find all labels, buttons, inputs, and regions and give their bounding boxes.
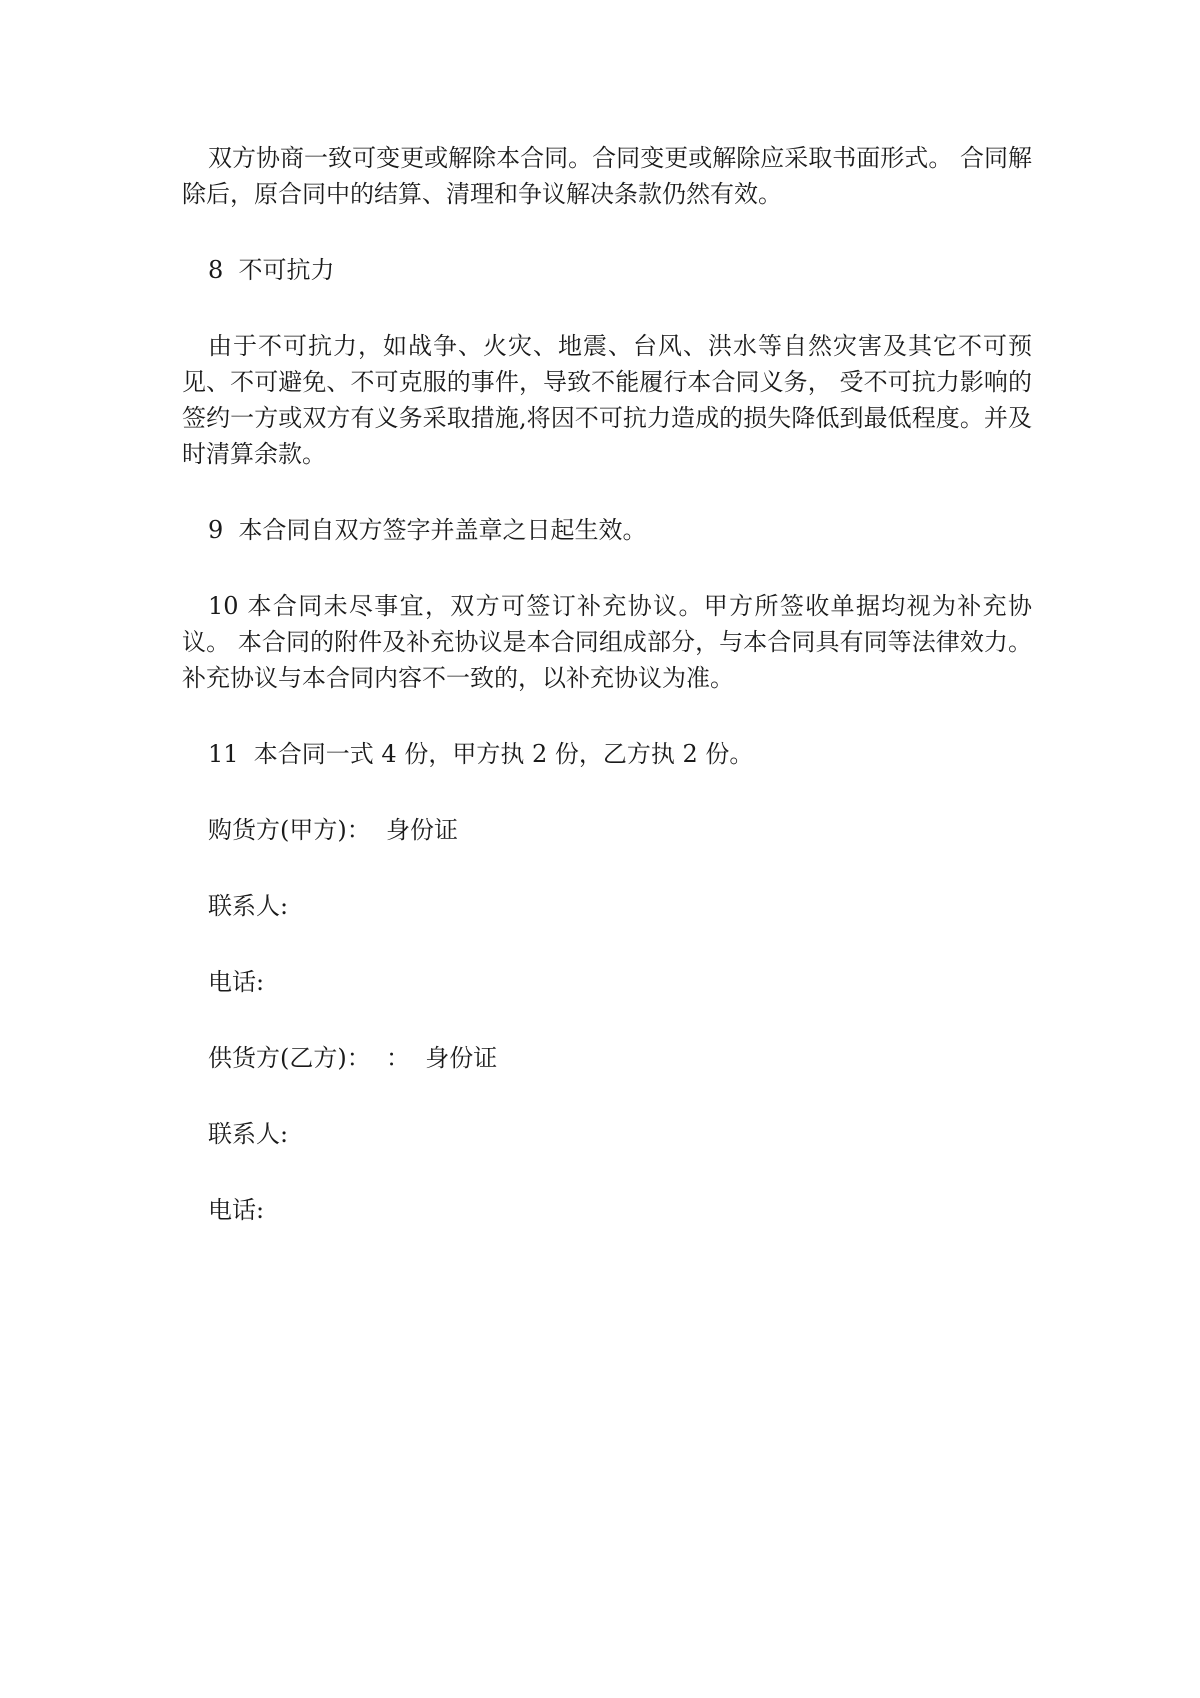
supplier-label: 供货方(乙方)： ： 身份证 [208,1044,498,1072]
buyer-label: 购货方(甲方)： 身份证 [208,816,458,844]
document-body [182,140,1032,1268]
buyer-phone-label: 电话: [208,968,265,996]
buyer-contact-label: 联系人: [208,892,289,920]
paragraph-contract-change: 双方协商一致可变更或解除本合同。合同变更或解除应采取书面形式。 合同解除后，原合同中的结算、清理和争议解决条款仍然有效。 [182,144,1032,208]
paragraph-supplementary-agreement: 10 本合同未尽事宜，双方可签订补充协议。甲方所签收单据均视为补充协议。 本合同的附件及补充协议是本合同组成部分，与本合同具有同等法律效力。补充协议与本合同内容不一致的，以补充协议为准。 [182,592,1032,692]
section-heading-force-majeure: 8 不可抗力 [208,256,335,284]
paragraph-force-majeure: 由于不可抗力，如战争、火灾、地震、台风、洪水等自然灾害及其它不可预见、不可避免、不可克服的事件，导致不能履行本合同义务， 受不可抗力影响的签约一方或双方有义务采取措施,将因不可抗力造成的损失降低到最低程度。并及时清算余款。 [182,332,1032,468]
supplier-phone-label: 电话: [208,1196,265,1224]
clause-copies: 11 本合同一式 4 份，甲方执 2 份，乙方执 2 份。 [208,740,754,768]
clause-effective-date: 9 本合同自双方签字并盖章之日起生效。 [208,516,647,544]
supplier-contact-label: 联系人: [208,1120,289,1148]
